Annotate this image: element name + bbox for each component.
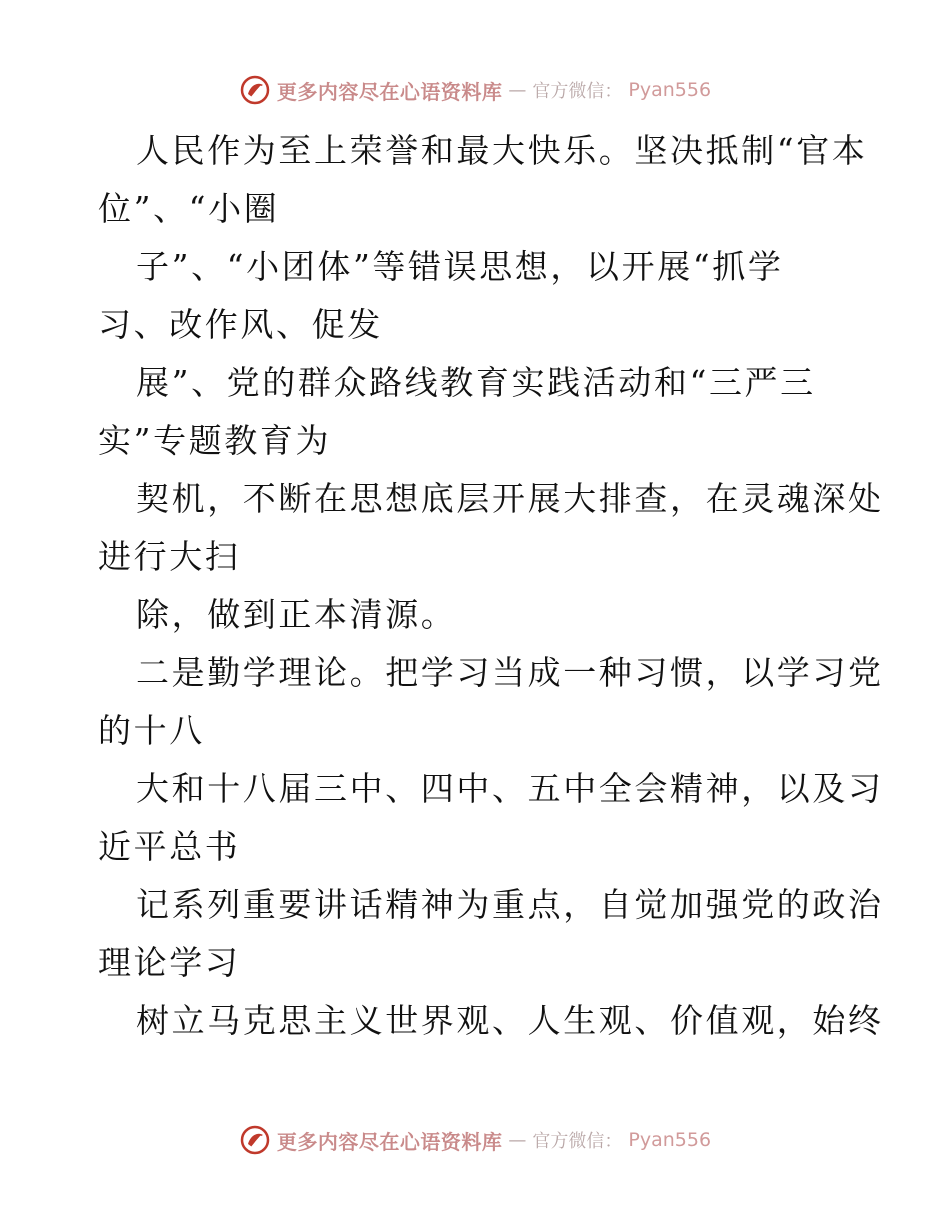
header-banner	[0, 70, 950, 110]
logo-icon	[239, 1124, 271, 1156]
text-line: 除，做到正本清源。	[136, 595, 457, 634]
text-line: 近平总书	[98, 827, 241, 866]
banner-slogan: 更多内容尽在心语资料库	[276, 1129, 503, 1154]
document-body	[98, 122, 884, 1050]
banner-wechat-label: 官方微信：	[532, 1131, 623, 1152]
logo-icon	[239, 74, 271, 106]
text-line: 位”、“小圈	[98, 189, 280, 228]
text-line: 进行大扫	[98, 537, 241, 576]
footer-banner	[0, 1120, 950, 1160]
text-line: 子”、“小团体”等错误思想，以开展“抓学	[136, 247, 784, 286]
banner-wechat-id: Pyan556	[628, 79, 712, 101]
text-line: 的十八	[98, 711, 205, 750]
banner-separator: —	[508, 1129, 527, 1151]
banner-slogan: 更多内容尽在心语资料库	[276, 79, 503, 104]
banner-wechat-id: Pyan556	[628, 1129, 712, 1151]
text-line: 记系列重要讲话精神为重点，自觉加强党的政治	[136, 885, 884, 924]
text-line: 理论学习	[98, 943, 241, 982]
text-line: 大和十八届三中、四中、五中全会精神，以及习	[136, 769, 884, 808]
text-line: 人民作为至上荣誉和最大快乐。坚决抵制“官本	[136, 131, 868, 170]
banner-wechat-label: 官方微信：	[532, 81, 623, 102]
text-line: 实”专题教育为	[98, 421, 332, 460]
text-line: 契机，不断在思想底层开展大排查，在灵魂深处	[136, 479, 884, 518]
text-line: 展”、党的群众路线教育实践活动和“三严三	[136, 363, 816, 402]
text-line: 二是勤学理论。把学习当成一种习惯，以学习党	[136, 653, 884, 692]
text-line: 树立马克思主义世界观、人生观、价值观，始终	[136, 1001, 884, 1040]
text-line: 习、改作风、促发	[98, 305, 383, 344]
banner-separator: —	[508, 79, 527, 101]
